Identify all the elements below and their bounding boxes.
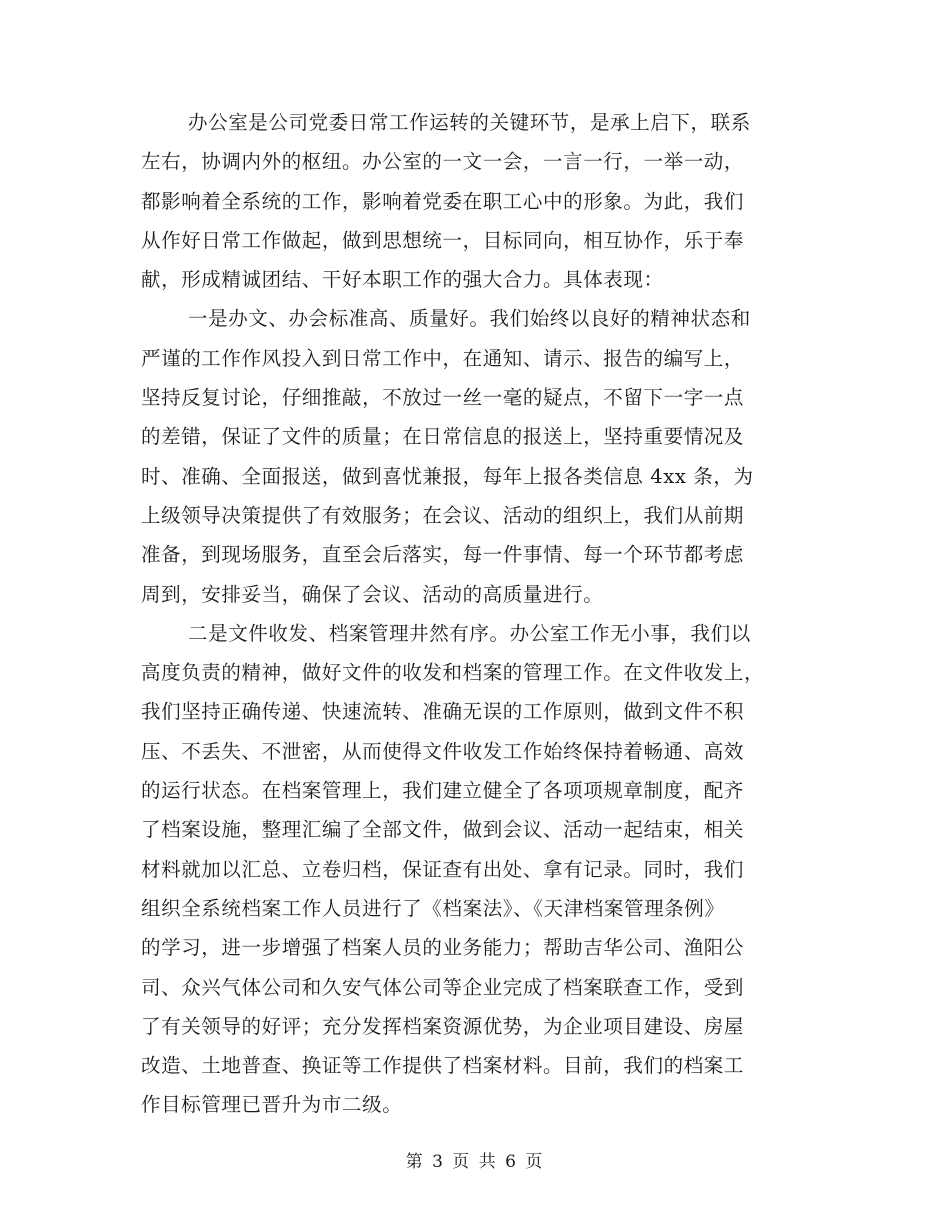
paragraph-3-line-6: 了档案设施，整理汇编了全部文件，做到会议、活动一起结束，相关	[141, 818, 745, 842]
paragraph-2-line-5: 时、准确、全面报送，做到喜忧兼报，每年上报各类信息 4xx 条，为	[141, 464, 754, 488]
paragraph-2-line-2: 严谨的工作作风投入到日常工作中，在通知、请示、报告的编写上，	[141, 346, 745, 370]
paragraph-2-line-6: 上级领导决策提供了有效服务；在会议、活动的组织上，我们从前期	[141, 503, 745, 527]
paragraph-3-line-8: 组织全系统档案工作人员进行了《档案法》、《天津档案管理条例》	[141, 896, 725, 920]
paragraph-1-line-4: 从作好日常工作做起，做到思想统一，目标同向，相互协作，乐于奉	[141, 228, 745, 252]
paragraph-3-line-4: 压、不丢失、不泄密，从而使得文件收发工作始终保持着畅通、高效	[141, 739, 745, 763]
paragraph-3-line-10: 司、众兴气体公司和久安气体公司等企业完成了档案联查工作，受到	[141, 975, 745, 999]
paragraph-3-line-13: 作目标管理已晋升为市二级。	[141, 1093, 403, 1117]
paragraph-1-line-1: 办公室是公司党委日常工作运转的关键环节，是承上启下，联系	[188, 111, 751, 134]
paragraph-3-line-9: 的学习，进一步增强了档案人员的业务能力；帮助吉华公司、渔阳公	[141, 936, 745, 960]
paragraph-1-line-3: 都影响着全系统的工作，影响着党委在职工心中的形象。为此，我们	[141, 189, 745, 213]
paragraph-3-line-3: 我们坚持正确传递、快速流转、准确无误的工作原则，做到文件不积	[141, 700, 745, 724]
paragraph-2-line-8: 周到，安排妥当，确保了会议、活动的高质量进行。	[141, 582, 604, 606]
paragraph-3-line-5: 的运行状态。在档案管理上，我们建立健全了各项项规章制度，配齐	[141, 779, 745, 803]
paragraph-3-line-7: 材料就加以汇总、立卷归档，保证查有出处、拿有记录。同时，我们	[141, 857, 745, 881]
paragraph-1-line-2: 左右，协调内外的枢纽。办公室的一文一会，一言一行，一举一动，	[141, 150, 745, 174]
page-number-footer: 第 3 页 共 6 页	[405, 1152, 545, 1172]
document-body	[141, 103, 801, 1125]
paragraph-1-line-5: 献，形成精诚团结、干好本职工作的强大合力。具体表现：	[141, 268, 664, 292]
paragraph-2-line-3: 坚持反复讨论，仔细推敲，不放过一丝一毫的疑点，不留下一字一点	[141, 386, 745, 410]
paragraph-3-line-11: 了有关领导的好评；充分发挥档案资源优势，为企业项目建设、房屋	[141, 1014, 745, 1038]
paragraph-3-line-2: 高度负责的精神，做好文件的收发和档案的管理工作。在文件收发上，	[141, 661, 765, 685]
paragraph-3-line-12: 改造、土地普查、换证等工作提供了档案材料。目前，我们的档案工	[141, 1054, 745, 1078]
paragraph-2-line-7: 准备，到现场服务，直至会后落实，每一件事情、每一个环节都考虑	[141, 543, 745, 567]
paragraph-2-line-1: 一是办文、办会标准高、质量好。我们始终以良好的精神状态和	[188, 307, 751, 331]
paragraph-3-line-1: 二是文件收发、档案管理井然有序。办公室工作无小事，我们以	[188, 621, 751, 645]
paragraph-2-line-4: 的差错，保证了文件的质量；在日常信息的报送上，坚持重要情况及	[141, 425, 745, 449]
